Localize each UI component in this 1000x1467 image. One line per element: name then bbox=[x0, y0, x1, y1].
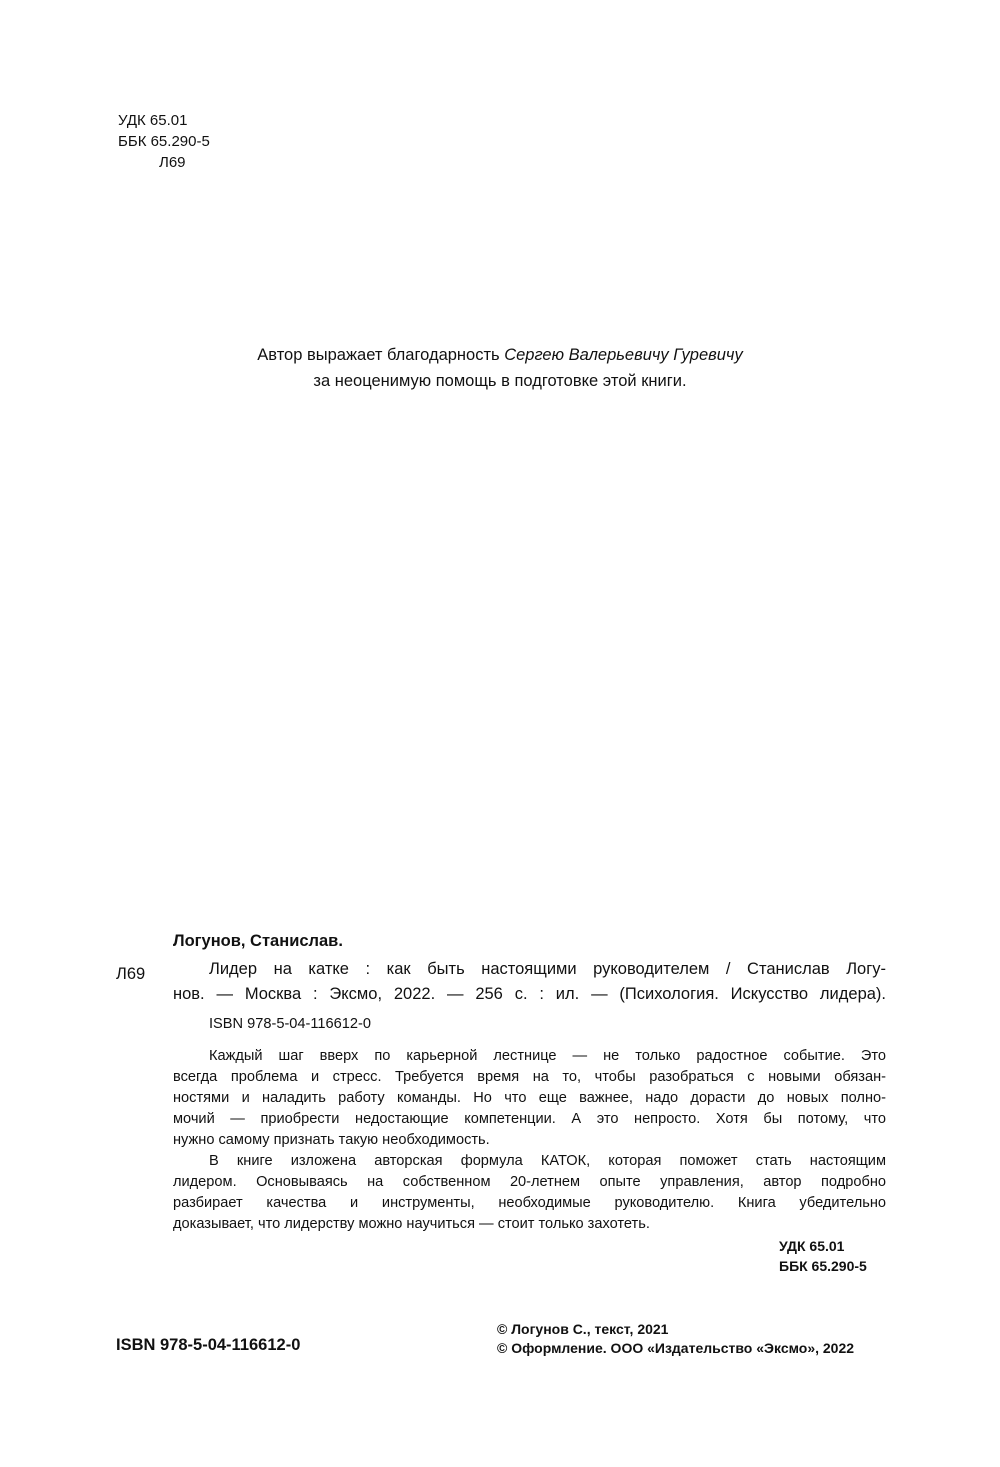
abstract-line: ностями и наладить работу команды. Но что еще важнее, надо дорасти до новых полно- bbox=[173, 1090, 886, 1106]
top-udk: УДК 65.01 bbox=[118, 112, 188, 129]
copyright-design: © Оформление. ООО «Издательство «Эксмо», 2022 bbox=[497, 1340, 855, 1356]
bib-isbn: ISBN 978-5-04-116612-0 bbox=[209, 1016, 371, 1032]
abstract-line: мочий — приобрести недостающие компетенции. А это непросто. Хотя бы потому, что bbox=[173, 1111, 886, 1127]
abstract-line: доказывает, что лидерству можно научиться — стоит только захотеть. bbox=[173, 1216, 650, 1232]
copyright-text: © Логунов С., текст, 2021 bbox=[497, 1321, 669, 1337]
acknowledgement-line-2: за неоценимую помощь в подготовке этой книги. bbox=[313, 372, 687, 390]
abstract-line: Каждый шаг вверх по карьерной лестнице — не только радостное событие. Это bbox=[209, 1048, 886, 1064]
bib-title-line-2: нов. — Москва : Эксмо, 2022. — 256 с. : ил. — (Психология. Искусство лидера). bbox=[173, 985, 886, 1003]
bib-udk: УДК 65.01 bbox=[779, 1238, 845, 1254]
bib-author-sign: Л69 bbox=[116, 965, 146, 983]
abstract-line: В книге изложена авторская формула КАТОК, которая поможет стать настоящим bbox=[209, 1153, 886, 1169]
acknowledgement-name: Сергею Валерьевичу Гуревичу bbox=[504, 346, 743, 364]
abstract-line: лидером. Основываясь на собственном 20-летнем опыте управления, автор подробно bbox=[173, 1174, 886, 1190]
top-bbk: ББК 65.290-5 bbox=[118, 133, 210, 150]
abstract-line: разбирает качества и инструменты, необходимые руководителю. Книга убедительно bbox=[173, 1195, 886, 1211]
bib-bbk: ББК 65.290-5 bbox=[779, 1258, 867, 1274]
acknowledgement-line-1 bbox=[0, 342, 1000, 368]
acknowledgement-prefix: Автор выражает благодарность bbox=[257, 346, 505, 364]
top-author-sign: Л69 bbox=[159, 154, 186, 171]
abstract-line: всегда проблема и стресс. Требуется время на то, чтобы разобраться с новыми обязан- bbox=[173, 1069, 886, 1085]
footer-isbn: ISBN 978-5-04-116612-0 bbox=[116, 1336, 301, 1354]
bib-title-line-1: Лидер на катке : как быть настоящими руководителем / Станислав Логу- bbox=[209, 960, 886, 978]
abstract-line: нужно самому признать такую необходимость. bbox=[173, 1132, 490, 1148]
author-heading: Логунов, Станислав. bbox=[173, 932, 343, 950]
